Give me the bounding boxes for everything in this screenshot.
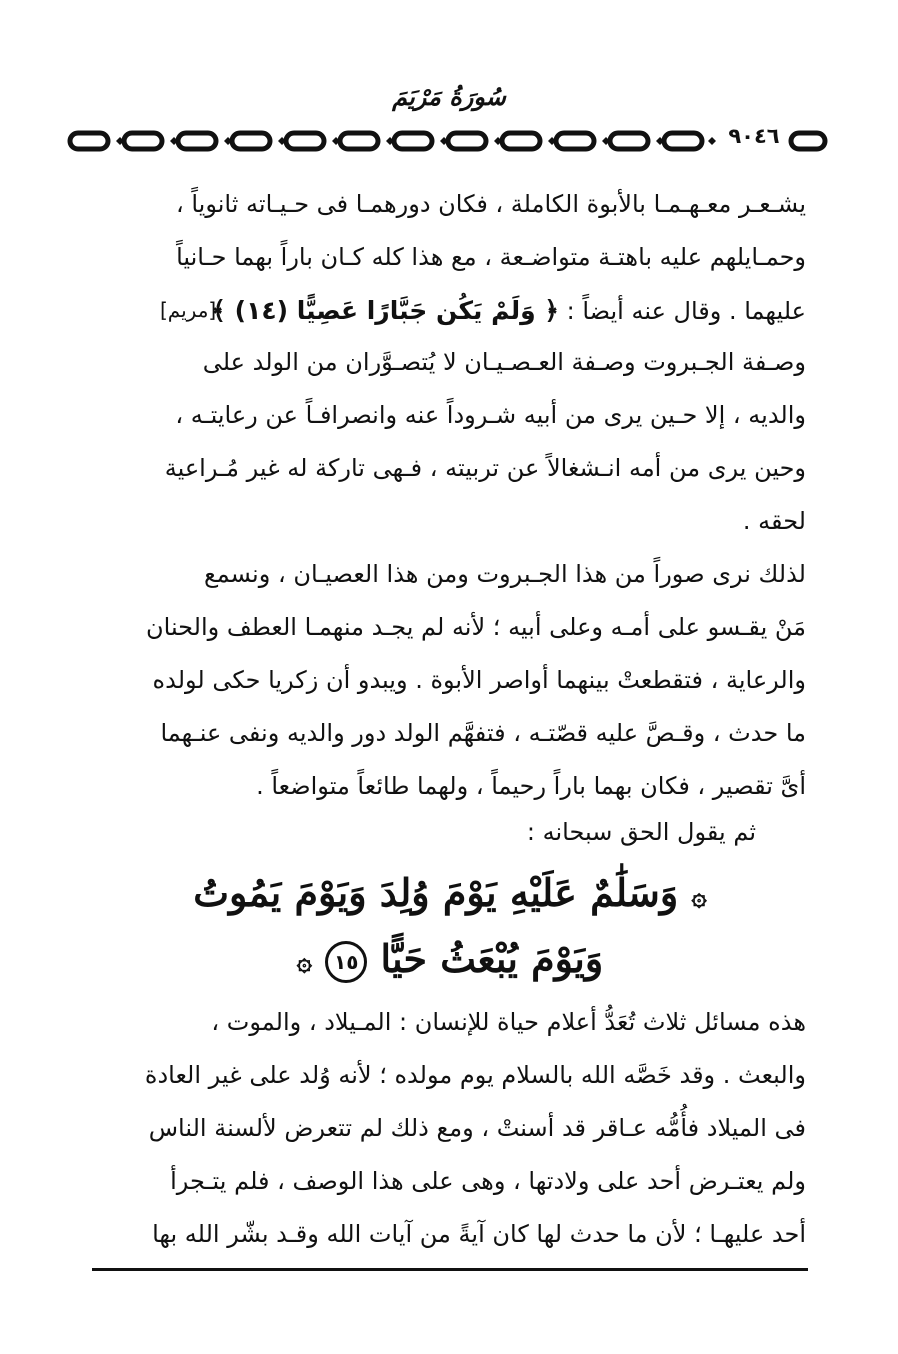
text-line: فى الميلاد فأُمُّه عـاقر قد أسنتْ ، ومع ذلك لم تتعرض لألسنة الناس xyxy=(148,1114,806,1142)
text-line: أحد عليهـا ؛ لأن ما حدث لها كان آيةً من آيات الله وقـد بشّر الله بها xyxy=(152,1220,806,1248)
page-number: ٩٠٤٦ xyxy=(728,124,780,148)
ornamental-header-border xyxy=(66,127,716,155)
verse-line-1 xyxy=(180,862,720,928)
paragraph-4 xyxy=(88,996,806,1261)
verse-close-ornament-icon: ۞ xyxy=(296,947,312,977)
text-line: وصـفة الجـبروت وصـفة العـصـيـان لا يُتصـوَّران من الولد على xyxy=(202,348,806,376)
header-end-ornament xyxy=(788,129,830,153)
inline-verse: ﴿ وَلَمْ يَكُن جَبَّارًا عَصِيًّا (١٤) ﴾ xyxy=(211,296,560,325)
surah-reference: [مريم] xyxy=(160,298,217,322)
verse-open-ornament-icon: ۞ xyxy=(691,881,707,912)
text-line: لذلك نرى صوراً من هذا الجـبروت ومن هذا العصيـان ، ونسمع xyxy=(204,560,806,588)
text-line: مَنْ يقـسو على أمـه وعلى أبيه ؛ لأنه لم يجـد منهمـا العطف والحنان xyxy=(146,613,806,641)
text-line: والبعث . وقد خَصَّه الله بالسلام يوم مولده ؛ لأنه وُلد على غير العادة xyxy=(144,1061,806,1089)
text-line: والرعاية ، فتقطعتْ بينهما أواصر الأبوة . ويبدو أن زكريا حكى لولده xyxy=(152,666,806,694)
text-line: والديه ، إلا حـين يرى من أبيه شـروداً عنه وانصرافـاً عن رعايتـه ، xyxy=(175,401,806,429)
verse-introduction: ثم يقول الحق سبحانه : xyxy=(526,818,756,846)
text-line: يشـعـر معـهـمـا بالأبوة الكاملة ، فكان دورهمـا فى حـيـاته ثانوياً ، xyxy=(175,190,806,218)
paragraph-3 xyxy=(88,548,806,813)
verse-text-1: وَسَلَٰمٌ عَلَيْهِ يَوْمَ وُلِدَ وَيَوْمَ يَمُوتُ xyxy=(193,870,679,915)
footer-divider xyxy=(92,1268,808,1271)
quran-verse-block xyxy=(180,862,720,993)
text-fragment: عليهما . وقال عنه أيضاً : xyxy=(566,297,806,325)
paragraph-2 xyxy=(88,336,806,548)
paragraph-1 xyxy=(88,178,806,337)
text-line xyxy=(88,284,806,337)
text-line: وحمـايلهم عليه باهتـة متواضـعة ، مع هذا كله كـان باراً بهما حـانياً xyxy=(176,243,806,271)
verse-line-2 xyxy=(180,928,720,994)
verse-text-2: وَيَوْمَ يُبْعَثُ حَيًّا xyxy=(380,935,604,981)
surah-title: سُورَةُ مَرْيَمَ xyxy=(392,82,506,111)
text-line: ما حدث ، وقـصَّ عليه قصّتـه ، فتفهَّم الولد دور والديه ونفى عنـهما xyxy=(160,719,806,747)
text-line: لحقه . xyxy=(742,507,806,535)
text-line: هذه مسائل ثلاث تُعَدُّ أعلام حياة للإنسان : المـيلاد ، والموت ، xyxy=(211,1008,806,1036)
text-line: أىَّ تقصير ، فكان بهما باراً رحيماً ، ولهما طائعاً متواضعاً . xyxy=(256,772,806,800)
text-line: وحين يرى من أمه انـشغالاً عن تربيته ، فـهى تاركة له غير مُـراعية xyxy=(164,454,806,482)
text-line: ولم يعتـرض أحد على ولادتها ، وهى على هذا الوصف ، فلم يتـجرأ xyxy=(170,1167,806,1195)
verse-number-badge: ١٥ xyxy=(325,941,367,983)
